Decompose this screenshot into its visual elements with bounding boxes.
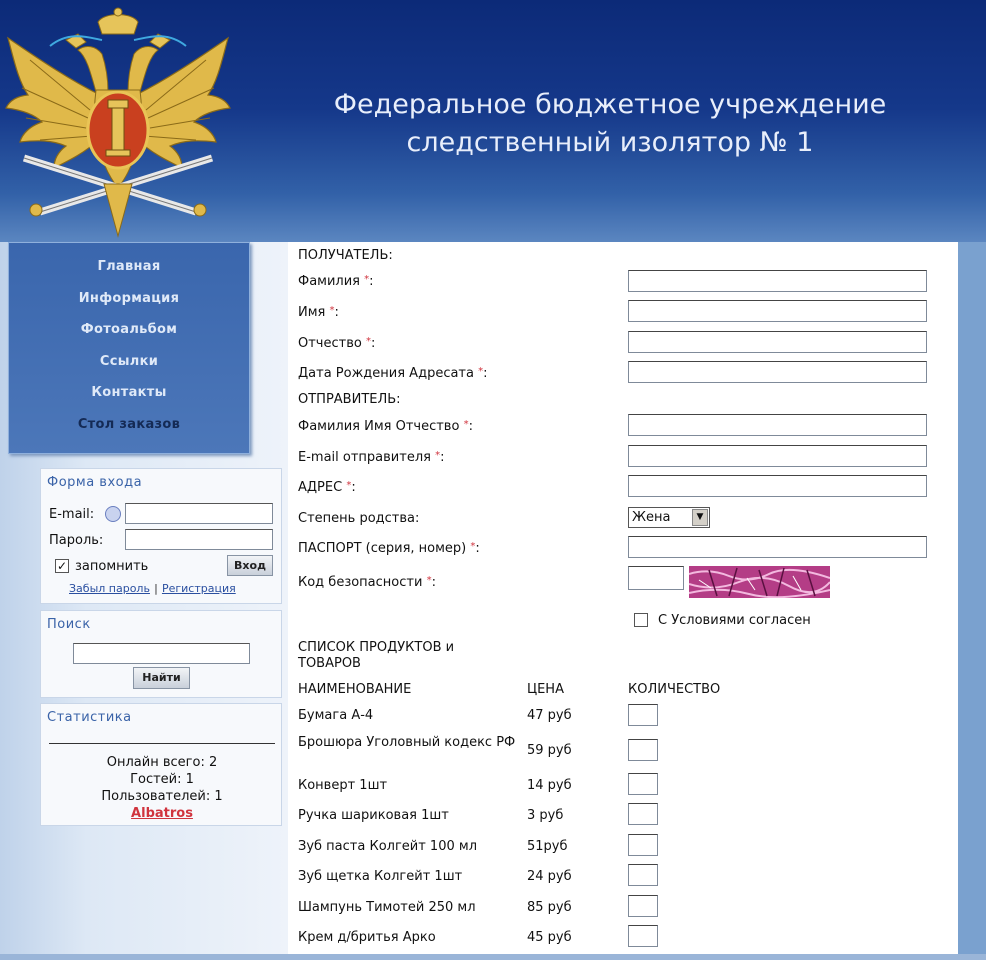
agree-label: С Условиями согласен	[658, 613, 811, 628]
label-colon: :	[440, 450, 445, 465]
label-colon: :	[431, 575, 436, 590]
sender-email-input[interactable]	[628, 445, 927, 467]
address-label	[298, 480, 356, 495]
required-mark: *	[470, 541, 476, 552]
address-label-text: АДРЕС	[298, 480, 343, 495]
label-colon: :	[351, 480, 356, 495]
login-password-label: Пароль:	[49, 533, 104, 548]
col-header-qty: КОЛИЧЕСТВО	[628, 682, 721, 697]
search-input[interactable]	[73, 643, 250, 664]
main-nav	[8, 242, 250, 454]
captcha-image	[689, 566, 830, 598]
product-price: 59 руб	[527, 743, 572, 758]
product-name: Брошюра Уголовный кодекс РФ	[298, 735, 516, 750]
double-headed-eagle-emblem	[0, 0, 236, 242]
forgot-password-link[interactable]: Забыл пароль	[69, 582, 150, 595]
site-title-line2: следственный изолятор № 1	[406, 127, 814, 158]
name-label-text: Имя	[298, 305, 326, 320]
label-colon: :	[483, 366, 488, 381]
product-qty-input[interactable]	[628, 834, 658, 856]
product-qty-input[interactable]	[628, 925, 658, 947]
label-colon: :	[370, 336, 376, 351]
product-name: Зуб паста Колгейт 100 мл	[298, 839, 477, 854]
nav-item-home[interactable]: Главная	[97, 259, 161, 274]
site-header	[0, 0, 986, 242]
surname-label	[298, 274, 374, 289]
sender-fio-label-text: Фамилия Имя Отчество	[298, 419, 460, 434]
surname-label-text: Фамилия	[298, 274, 360, 289]
sender-section-title: ОТПРАВИТЕЛЬ:	[298, 392, 401, 407]
site-title	[300, 86, 920, 162]
nav-item-contacts[interactable]: Контакты	[91, 385, 167, 401]
surname-input[interactable]	[628, 270, 927, 292]
product-name: Конверт 1шт	[298, 778, 388, 793]
product-name: Ручка шариковая 1шт	[298, 808, 449, 823]
address-input[interactable]	[628, 475, 927, 497]
relation-select[interactable]	[628, 507, 710, 528]
product-qty-input[interactable]	[628, 739, 658, 761]
sender-fio-input[interactable]	[628, 414, 927, 436]
label-colon: :	[369, 274, 374, 289]
login-button[interactable]: Вход	[227, 555, 273, 576]
passport-label	[298, 541, 480, 556]
name-label	[298, 305, 339, 320]
patronymic-label-text: Отчество	[298, 336, 362, 351]
product-qty-input[interactable]	[628, 704, 658, 726]
label-colon: :	[334, 305, 339, 320]
relation-select-value: Жена	[632, 510, 671, 525]
birthdate-input[interactable]	[628, 361, 927, 383]
patronymic-input[interactable]	[628, 331, 927, 353]
required-mark: *	[435, 450, 441, 461]
login-password-input[interactable]	[125, 529, 273, 550]
stats-content	[41, 754, 283, 822]
relation-label: Степень родства:	[298, 511, 420, 526]
captcha-label-text: Код безопасности	[298, 575, 423, 590]
product-name: Бумага А-4	[298, 708, 374, 723]
product-price: 85 руб	[527, 900, 572, 915]
required-mark: *	[364, 274, 370, 285]
product-price: 3 руб	[527, 808, 564, 823]
required-mark: *	[329, 305, 335, 316]
required-mark: *	[426, 575, 432, 586]
required-mark: *	[463, 419, 469, 430]
label-colon: :	[468, 419, 473, 434]
col-header-name: НАИМЕНОВАНИЕ	[298, 682, 412, 697]
site-title-line1: Федеральное бюджетное учреждение	[333, 89, 887, 120]
stats-users: Пользователей: 1	[101, 789, 223, 804]
product-qty-input[interactable]	[628, 895, 658, 917]
stats-panel	[40, 703, 282, 826]
required-mark: *	[365, 336, 371, 347]
birthdate-label	[298, 366, 488, 381]
product-price: 14 руб	[527, 778, 572, 793]
product-price: 24 руб	[527, 869, 572, 884]
captcha-input[interactable]	[628, 566, 684, 590]
nav-item-info[interactable]: Информация	[78, 290, 180, 306]
sender-email-label-text: E-mail отправителя	[298, 450, 431, 465]
product-name: Шампунь Тимотей 250 мл	[298, 900, 476, 915]
login-email-input[interactable]	[125, 503, 273, 524]
required-mark: *	[346, 480, 352, 491]
products-section-title: СПИСОК ПРОДУКТОВ и ТОВАРОВ	[298, 640, 455, 671]
search-panel	[40, 610, 282, 698]
bottom-border	[0, 954, 986, 960]
product-price: 45 руб	[527, 930, 572, 945]
links-separator: |	[154, 582, 158, 595]
patronymic-label	[298, 336, 375, 351]
name-input[interactable]	[628, 300, 927, 322]
right-strip	[958, 242, 986, 960]
product-qty-input[interactable]	[628, 773, 658, 795]
product-qty-input[interactable]	[628, 864, 658, 886]
nav-item-links[interactable]: Ссылки	[99, 353, 159, 369]
product-qty-input[interactable]	[628, 803, 658, 825]
birthdate-label-text: Дата Рождения Адресата	[298, 366, 474, 381]
stats-title: Статистика	[47, 710, 132, 725]
label-colon: :	[475, 541, 480, 556]
product-price: 51руб	[527, 839, 568, 854]
nav-item-order-desk[interactable]: Стол заказов	[77, 416, 181, 432]
search-button[interactable]: Найти	[133, 667, 190, 689]
col-header-price: ЦЕНА	[527, 682, 564, 697]
login-links	[69, 581, 236, 596]
stats-online: Онлайн всего: 2	[106, 755, 218, 770]
product-name: Крем д/бритья Арко	[298, 930, 436, 945]
remember-checkbox[interactable]: ✓	[56, 559, 68, 573]
stats-divider	[49, 743, 275, 744]
product-price: 47 руб	[527, 708, 572, 723]
nav-item-photo-album[interactable]: Фотоальбом	[80, 322, 178, 338]
sender-email-label	[298, 450, 444, 465]
stats-user-link[interactable]: Albatros	[131, 806, 193, 821]
agree-checkbox[interactable]	[634, 613, 648, 627]
search-title: Поиск	[47, 617, 91, 632]
login-title: Форма входа	[47, 475, 143, 490]
login-panel	[40, 468, 282, 604]
passport-input[interactable]	[628, 536, 927, 558]
captcha-label	[298, 575, 436, 590]
remember-label: запомнить	[75, 559, 149, 574]
register-link[interactable]: Регистрация	[161, 582, 236, 595]
openid-icon	[105, 506, 121, 522]
chevron-down-icon: ▼	[692, 509, 708, 526]
passport-label-text: ПАСПОРТ (серия, номер)	[298, 541, 467, 556]
product-name: Зуб щетка Колгейт 1шт	[298, 869, 463, 884]
sender-fio-label	[298, 419, 473, 434]
recipient-section-title: ПОЛУЧАТЕЛЬ:	[298, 248, 393, 263]
stats-guests: Гостей: 1	[130, 772, 194, 787]
required-mark: *	[478, 366, 484, 377]
login-email-label: E-mail:	[49, 507, 95, 522]
